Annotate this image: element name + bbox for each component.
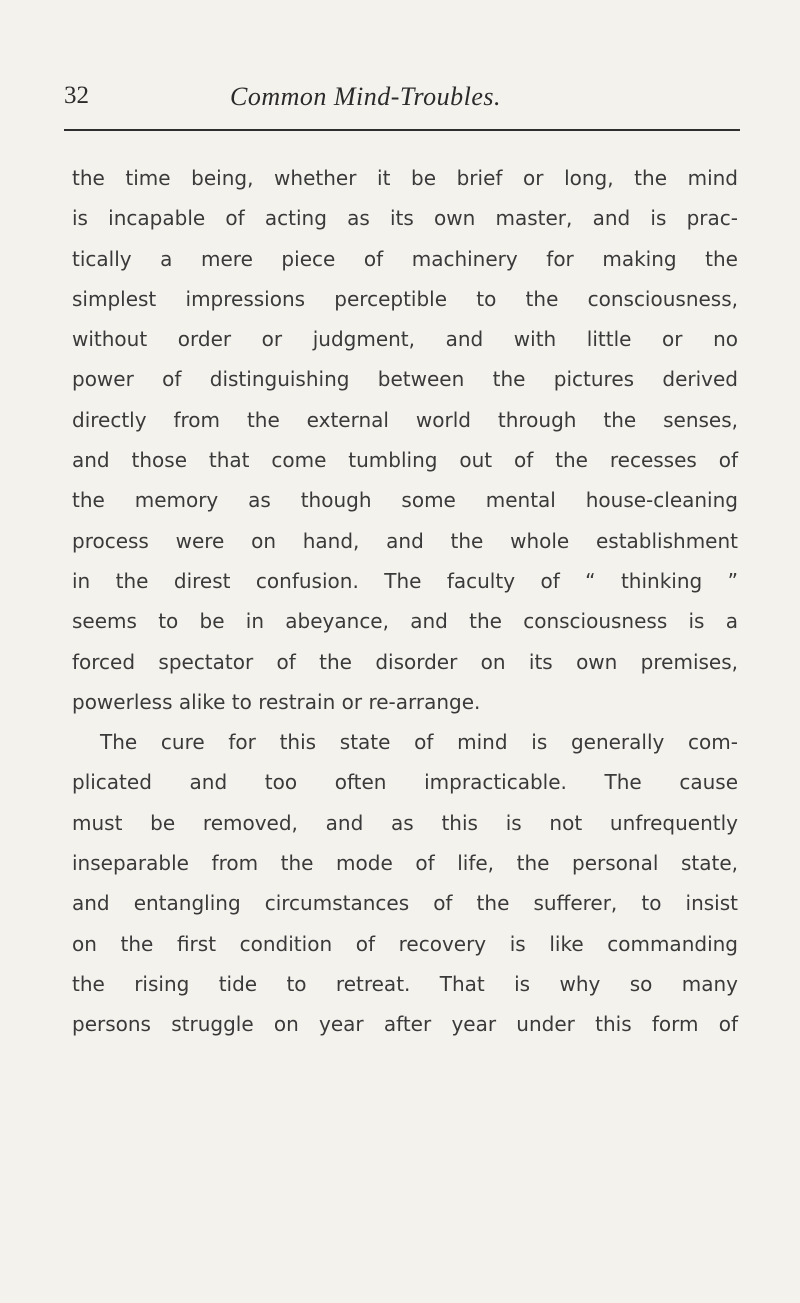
text-line: the memory as though some mental house-cleaning: [72, 488, 738, 513]
running-title: Common Mind-Troubles.: [230, 82, 501, 111]
text-line: The cure for this state of mind is generally com-: [100, 730, 738, 755]
text-line: in the direst confusion. The faculty of “ thinking ”: [72, 568, 738, 593]
text-line: and entangling circumstances of the sufferer, to insist: [72, 891, 738, 916]
text-line: simplest impressions perceptible to the consciousness,: [72, 286, 738, 311]
text-line: the time being, whether it be brief or long, the mind: [72, 166, 738, 190]
text-line: forced spectator of the disorder on its own premises,: [72, 649, 738, 674]
text-line: directly from the external world through the senses,: [72, 407, 738, 432]
text-line: process were on hand, and the whole establishment: [72, 528, 738, 553]
text-line: persons struggle on year after year under this form of: [72, 1012, 738, 1037]
text-line: powerless alike to restrain or re-arrange.: [72, 689, 481, 714]
text-line: power of distinguishing between the pictures derived: [72, 367, 738, 392]
text-line: inseparable from the mode of life, the personal state,: [72, 851, 738, 876]
text-line: on the first condition of recovery is like commanding: [72, 931, 738, 956]
text-line: plicated and too often impracticable. The cause: [72, 770, 738, 795]
body-text: [72, 158, 738, 1045]
text-line: must be removed, and as this is not unfrequently: [72, 810, 738, 835]
page-header: [64, 82, 744, 122]
text-line: tically a mere piece of machinery for making the: [72, 246, 738, 271]
header-rule: [64, 129, 740, 131]
text-line: seems to be in abeyance, and the consciousness is a: [72, 609, 738, 634]
text-line: is incapable of acting as its own master, and is prac-: [72, 206, 738, 231]
text-line: without order or judgment, and with little or no: [72, 327, 738, 352]
page-number: 32: [64, 82, 89, 109]
text-line: and those that come tumbling out of the recesses of: [72, 448, 738, 473]
text-line: the rising tide to retreat. That is why so many: [72, 971, 738, 996]
